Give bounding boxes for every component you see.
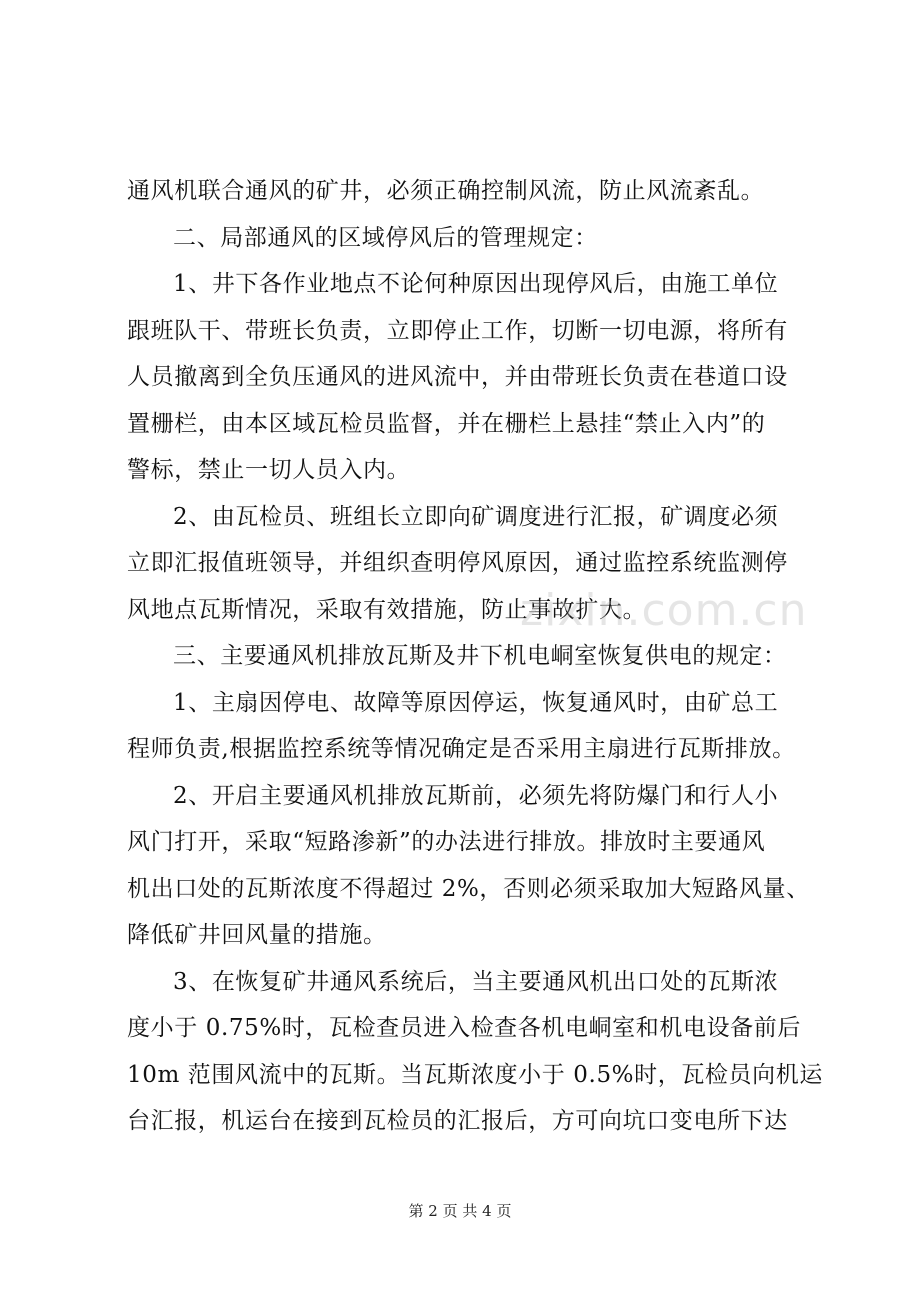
text-line: 1、主扇因停电、故障等原因停运，恢复通风时，由矿总工 (173, 689, 779, 716)
text-line: 3、在恢复矿井通风系统后，当主要通风机出口处的瓦斯浓 (173, 968, 779, 995)
text-line: 警标，禁止一切人员入内。 (127, 457, 411, 483)
text-line: 2、由瓦检员、班组长立即向矿调度进行汇报，矿调度必须 (173, 503, 779, 530)
text-line: 立即汇报值班领导，并组织查明停风原因，通过监控系统监测停 (127, 550, 788, 576)
text-line: 1、井下各作业地点不论何种原因出现停风后，由施工单位 (173, 271, 779, 297)
text-line: 二、局部通风的区域停风后的管理规定： (173, 224, 598, 251)
document-body (127, 168, 823, 1145)
text-line: 程师负责,根据监控系统等情况确定是否采用主扇进行瓦斯排放。 (127, 736, 796, 762)
text-line: 通风机联合通风的矿井，必须正确控制风流，防止风流紊乱。 (127, 178, 765, 204)
text-line: 台汇报，机运台在接到瓦检员的汇报后，方可向坑口变电所下达 (127, 1108, 788, 1134)
text-line: 度小于 0.75%时，瓦检查员进入检查各机电峒室和机电设备前后 (127, 1015, 801, 1041)
text-line: 风地点瓦斯情况，采取有效措施，防止事故扩大。 (127, 596, 647, 623)
text-line: 降低矿井回风量的措施。 (127, 922, 387, 948)
text-line: 机出口处的瓦斯浓度不得超过 2%，否则必须采取加大短路风量、 (127, 875, 810, 902)
text-line: 人员撤离到全负压通风的进风流中，并由带班长负责在巷道口设 (127, 364, 788, 390)
text-line: 风门打开，采取“短路渗新”的办法进行排放。排放时主要通风 (127, 829, 766, 855)
text-line: 10m 范围风流中的瓦斯。当瓦斯浓度小于 0.5%时，瓦检员向机运 (127, 1061, 823, 1088)
page-footer: 第 2 页 共 4 页 (408, 1202, 512, 1220)
watermark: zixin.com.cn (520, 585, 808, 636)
text-line: 跟班队干、带班长负责，立即停止工作，切断一切电源，将所有 (127, 317, 788, 344)
text-line: 置栅栏，由本区域瓦检员监督，并在栅栏上悬挂“禁止入内”的 (127, 410, 766, 437)
text-line: 2、开启主要通风机排放瓦斯前，必须先将防爆门和行人小 (173, 782, 779, 809)
text-line: 三、主要通风机排放瓦斯及井下机电峒室恢复供电的规定： (173, 643, 787, 669)
